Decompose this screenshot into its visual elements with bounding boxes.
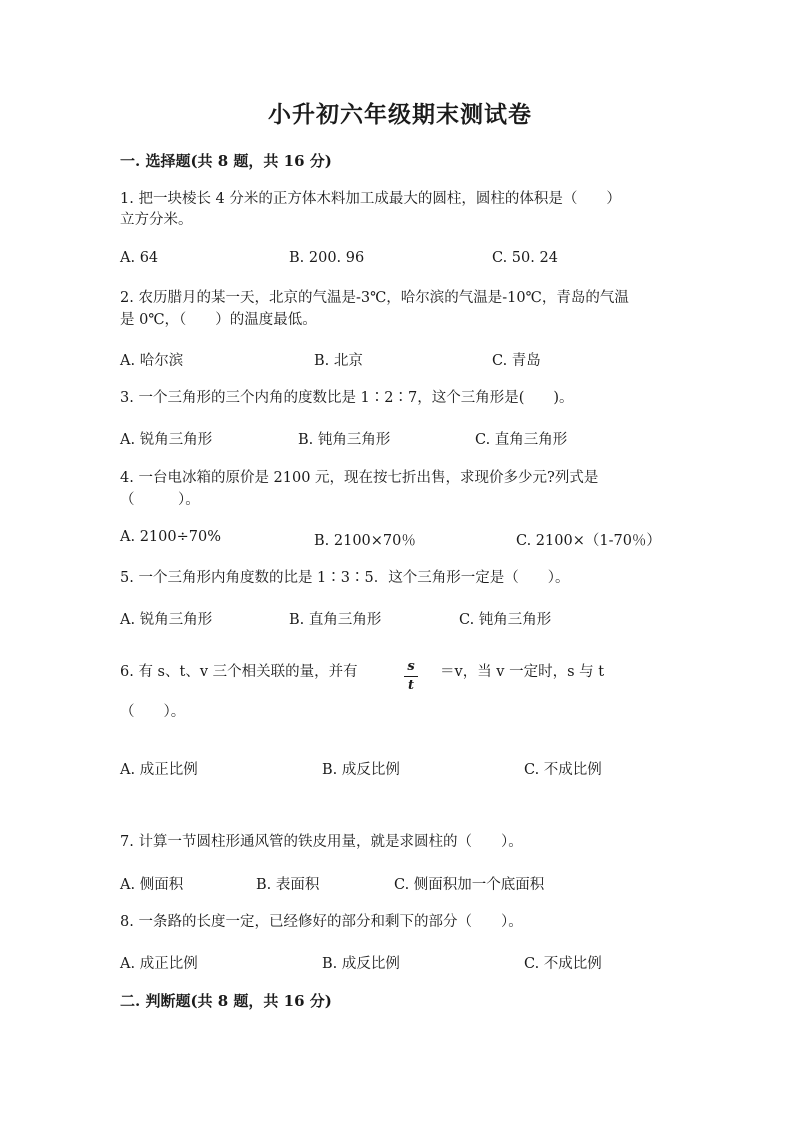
question-4-line-2: （ ）。 — [120, 492, 200, 508]
question-8-option-c: C. 不成比例 — [524, 956, 602, 972]
question-4-option-c: C. 2100×（1-70％） — [516, 533, 661, 549]
question-4-option-a: A. 2100÷70% — [120, 529, 221, 545]
question-7-option-a: A. 侧面积 — [120, 877, 184, 893]
question-7-option-c: C. 侧面积加一个底面积 — [394, 877, 545, 893]
question-1-line-2: 立方分米。 — [120, 212, 193, 228]
question-6-option-c: C. 不成比例 — [524, 762, 602, 778]
section-heading-judgment: 二. 判断题(共 8 题，共 16 分) — [120, 992, 332, 1010]
question-2-line-1: 2. 农历腊月的某一天，北京的气温是-3℃，哈尔滨的气温是-10℃，青岛的气温 — [120, 290, 629, 306]
page-title: 小升初六年级期末测试卷 — [268, 101, 532, 128]
fraction-bar — [404, 676, 418, 677]
question-7-line-1: 7. 计算一节圆柱形通风管的铁皮用量，就是求圆柱的（ ）。 — [120, 834, 523, 850]
fraction-numerator: s — [407, 659, 415, 674]
question-6-option-a: A. 成正比例 — [120, 762, 198, 778]
question-6-line-1-suffix: ＝v，当 v 一定时，s 与 t — [440, 664, 605, 680]
question-1-line-1: 1. 把一块棱长 4 分米的正方体木料加工成最大的圆柱，圆柱的体积是（ ） — [120, 191, 621, 207]
question-5-option-c: C. 钝角三角形 — [459, 612, 552, 628]
question-8-line-1: 8. 一条路的长度一定，已经修好的部分和剩下的部分（ ）。 — [120, 914, 523, 930]
question-1-option-b: B. 200. 96 — [289, 250, 365, 266]
question-2-option-a: A. 哈尔滨 — [120, 353, 184, 369]
question-3-option-c: C. 直角三角形 — [475, 432, 568, 448]
fraction-denominator: t — [407, 678, 414, 693]
question-4-line-1: 4. 一台电冰箱的原价是 2100 元，现在按七折出售，求现价多少元?列式是 — [120, 470, 599, 486]
question-5-line-1: 5. 一个三角形内角度数的比是 1∶3∶5．这个三角形一定是（ ）。 — [120, 570, 570, 586]
question-7-option-b: B. 表面积 — [256, 877, 320, 893]
question-3-option-b: B. 钝角三角形 — [298, 432, 391, 448]
question-2-option-b: B. 北京 — [314, 353, 363, 369]
question-3-line-1: 3. 一个三角形的三个内角的度数比是 1∶2∶7，这个三角形是( )。 — [120, 390, 574, 406]
question-1-option-a: A. 64 — [120, 250, 159, 266]
question-2-line-2: 是 0℃，（ ）的温度最低。 — [120, 312, 317, 328]
question-6-line-2: （ ）。 — [120, 704, 186, 720]
question-8-option-a: A. 成正比例 — [120, 956, 198, 972]
fraction-s-over-t — [404, 660, 418, 693]
question-5-option-a: A. 锐角三角形 — [120, 612, 213, 628]
question-5-option-b: B. 直角三角形 — [289, 612, 382, 628]
question-8-option-b: B. 成反比例 — [322, 956, 400, 972]
question-6-line-1-prefix: 6. 有 s、t、v 三个相关联的量，并有 — [120, 664, 358, 680]
question-2-option-c: C. 青岛 — [492, 353, 541, 369]
question-3-option-a: A. 锐角三角形 — [120, 432, 213, 448]
question-6-option-b: B. 成反比例 — [322, 762, 400, 778]
question-4-option-b: B. 2100×70％ — [314, 533, 416, 549]
section-heading-choice: 一. 选择题(共 8 题，共 16 分) — [120, 152, 332, 170]
question-1-option-c: C. 50. 24 — [492, 250, 558, 266]
